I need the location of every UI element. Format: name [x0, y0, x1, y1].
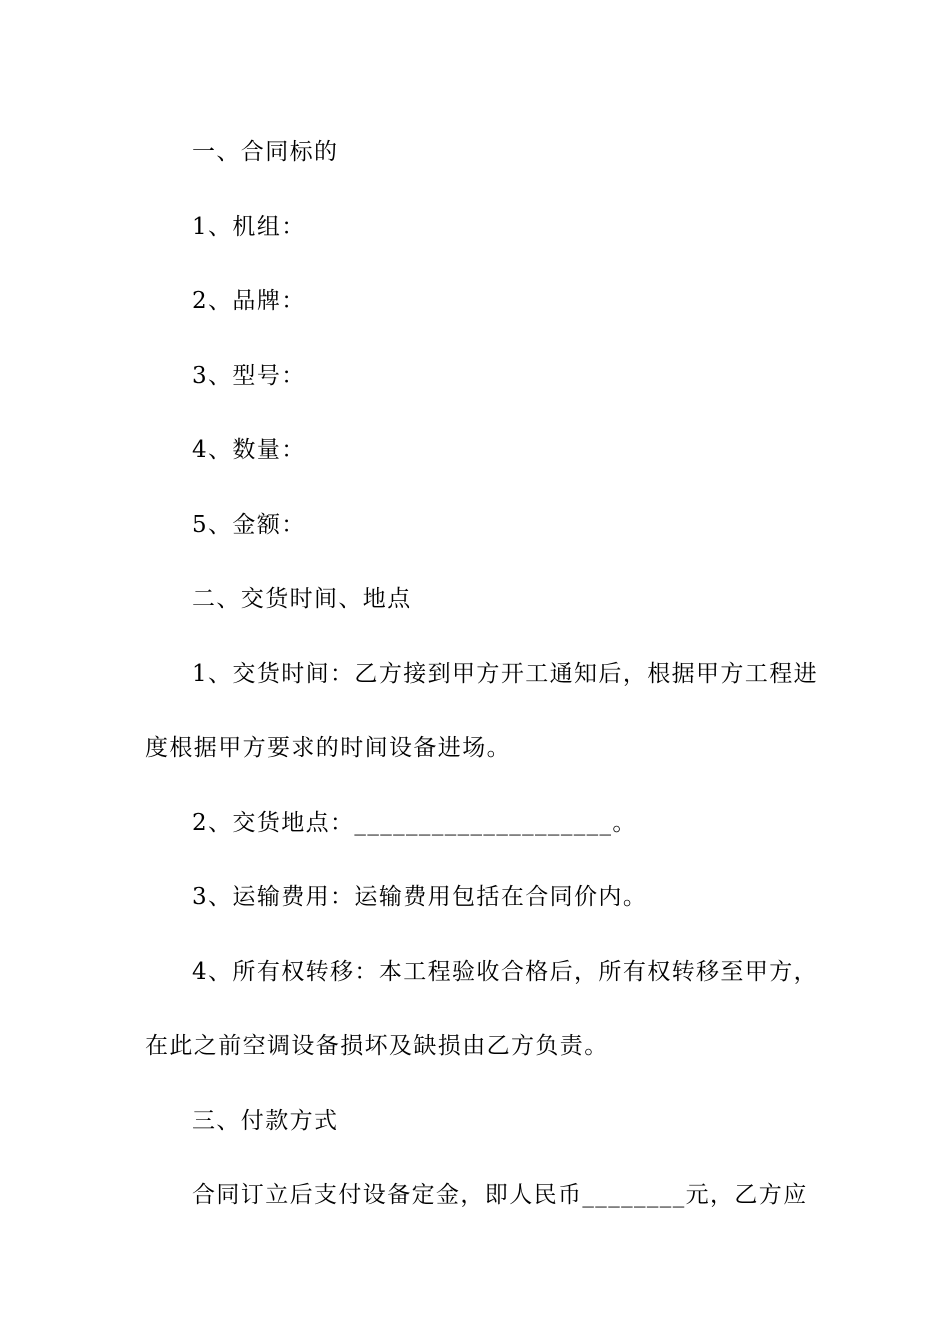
paragraph-delivery-time-cont: 度根据甲方要求的时间设备进场。: [145, 735, 511, 761]
section-heading-contract-subject: 一、合同标的: [192, 139, 339, 165]
paragraph-delivery-time: 1、交货时间：乙方接到甲方开工通知后，根据甲方工程进: [192, 661, 819, 687]
item-quantity: 4、数量：: [192, 437, 306, 463]
paragraph-transport-cost: 3、运输费用：运输费用包括在合同价内。: [192, 884, 648, 910]
paragraph-delivery-place: 2、交货地点：____________________。: [192, 810, 637, 836]
item-model: 3、型号：: [192, 363, 306, 389]
item-amount: 5、金额：: [192, 512, 306, 538]
paragraph-payment: 合同订立后支付设备定金，即人民币________元，乙方应: [192, 1182, 808, 1208]
item-unit: 1、机组：: [192, 214, 306, 240]
paragraph-ownership-transfer: 4、所有权转移：本工程验收合格后，所有权转移至甲方，: [192, 959, 819, 985]
item-brand: 2、品牌：: [192, 288, 306, 314]
paragraph-ownership-transfer-cont: 在此之前空调设备损坏及缺损由乙方负责。: [145, 1033, 609, 1059]
section-heading-payment: 三、付款方式: [192, 1108, 339, 1134]
section-heading-delivery: 二、交货时间、地点: [192, 586, 412, 612]
